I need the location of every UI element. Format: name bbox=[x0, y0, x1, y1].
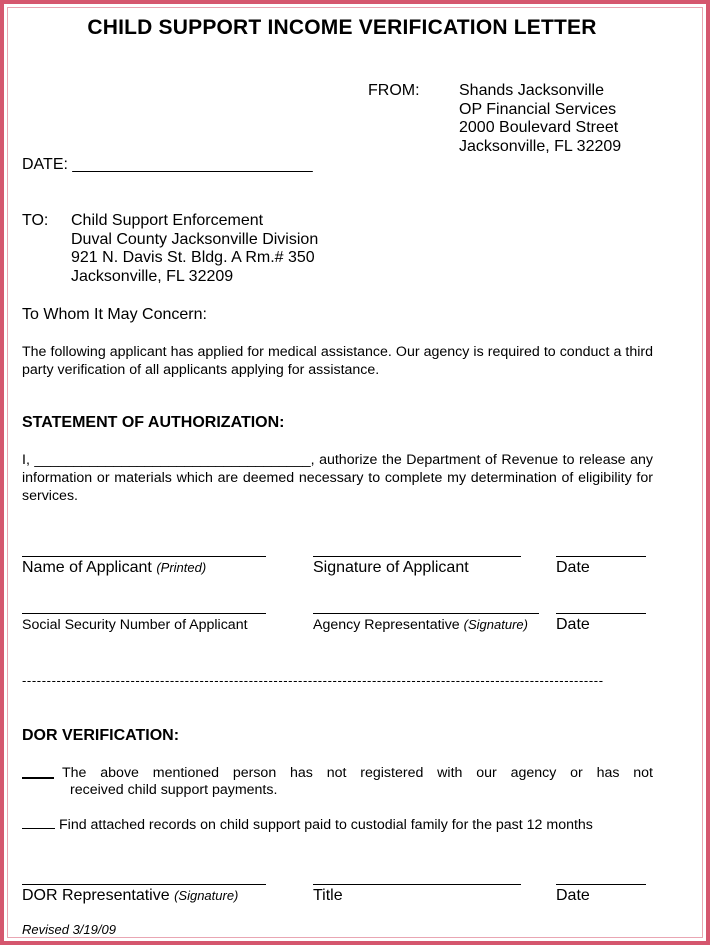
signature-line bbox=[556, 613, 646, 614]
signature-line bbox=[313, 613, 539, 614]
from-line: Jacksonville, FL 32209 bbox=[459, 137, 622, 155]
to-line: Jacksonville, FL 32209 bbox=[71, 267, 234, 285]
authorization-heading: STATEMENT OF AUTHORIZATION: bbox=[22, 414, 285, 431]
document-title: CHILD SUPPORT INCOME VERIFICATION LETTER bbox=[87, 16, 597, 39]
dor-option-not-registered: The above mentioned person has not registered with our agency or has not received child support payments. bbox=[22, 765, 653, 799]
from-line: 2000 Boulevard Street bbox=[459, 119, 619, 137]
date-label: Date bbox=[556, 616, 590, 633]
signature-line bbox=[22, 556, 266, 557]
from-line: Shands Jacksonville bbox=[459, 82, 604, 99]
to-line: 921 N. Davis St. Bldg. A Rm.# 350 bbox=[71, 249, 315, 267]
checkbox-blank bbox=[22, 765, 54, 779]
ssn-label: Social Security Number of Applicant bbox=[22, 617, 248, 633]
signature-line bbox=[22, 884, 266, 885]
to-line: Child Support Enforcement bbox=[71, 212, 264, 229]
signature-line bbox=[22, 613, 266, 614]
from-address bbox=[459, 82, 621, 156]
to-line: Duval County Jacksonville Division bbox=[71, 230, 319, 248]
from-label: FROM: bbox=[368, 82, 420, 99]
salutation: To Whom It May Concern: bbox=[22, 306, 207, 323]
signature-line bbox=[556, 556, 646, 557]
date-label: Date bbox=[556, 559, 590, 576]
signature-line bbox=[556, 884, 646, 885]
signature-line bbox=[313, 884, 521, 885]
dor-option-attached-records: Find attached records on child support paid to custodial family for the past 12 months bbox=[22, 816, 653, 834]
from-line: OP Financial Services bbox=[459, 100, 617, 118]
revision-date: Revised 3/19/09 bbox=[22, 922, 116, 937]
date-field: DATE: ___________________________ bbox=[22, 156, 313, 173]
to-label: TO: bbox=[22, 212, 49, 229]
agency-representative-label: Agency Representative (Signature) bbox=[313, 617, 528, 633]
to-address bbox=[71, 212, 318, 286]
dor-verification-heading: DOR VERIFICATION: bbox=[22, 727, 180, 744]
checkbox-blank bbox=[22, 816, 55, 829]
separator-line: ---------------------------------------------------------------------------------------------------------------------- bbox=[22, 673, 604, 688]
date-label: Date bbox=[556, 887, 590, 904]
intro-paragraph: The following applicant has applied for medical assistance. Our agency is required to conduct a third party verification of all applicants applying for assistance. bbox=[22, 344, 653, 378]
authorization-paragraph: I, ___________________________________, authorize the Department of Revenue to release any information or materials which are deemed necessary to complete my determination of eligibility for services. bbox=[22, 452, 653, 504]
title-label: Title bbox=[313, 887, 343, 904]
signature-of-applicant-label: Signature of Applicant bbox=[313, 559, 469, 576]
signature-line bbox=[313, 556, 521, 557]
name-of-applicant-label: Name of Applicant (Printed) bbox=[22, 559, 207, 576]
dor-representative-label: DOR Representative (Signature) bbox=[22, 887, 239, 904]
